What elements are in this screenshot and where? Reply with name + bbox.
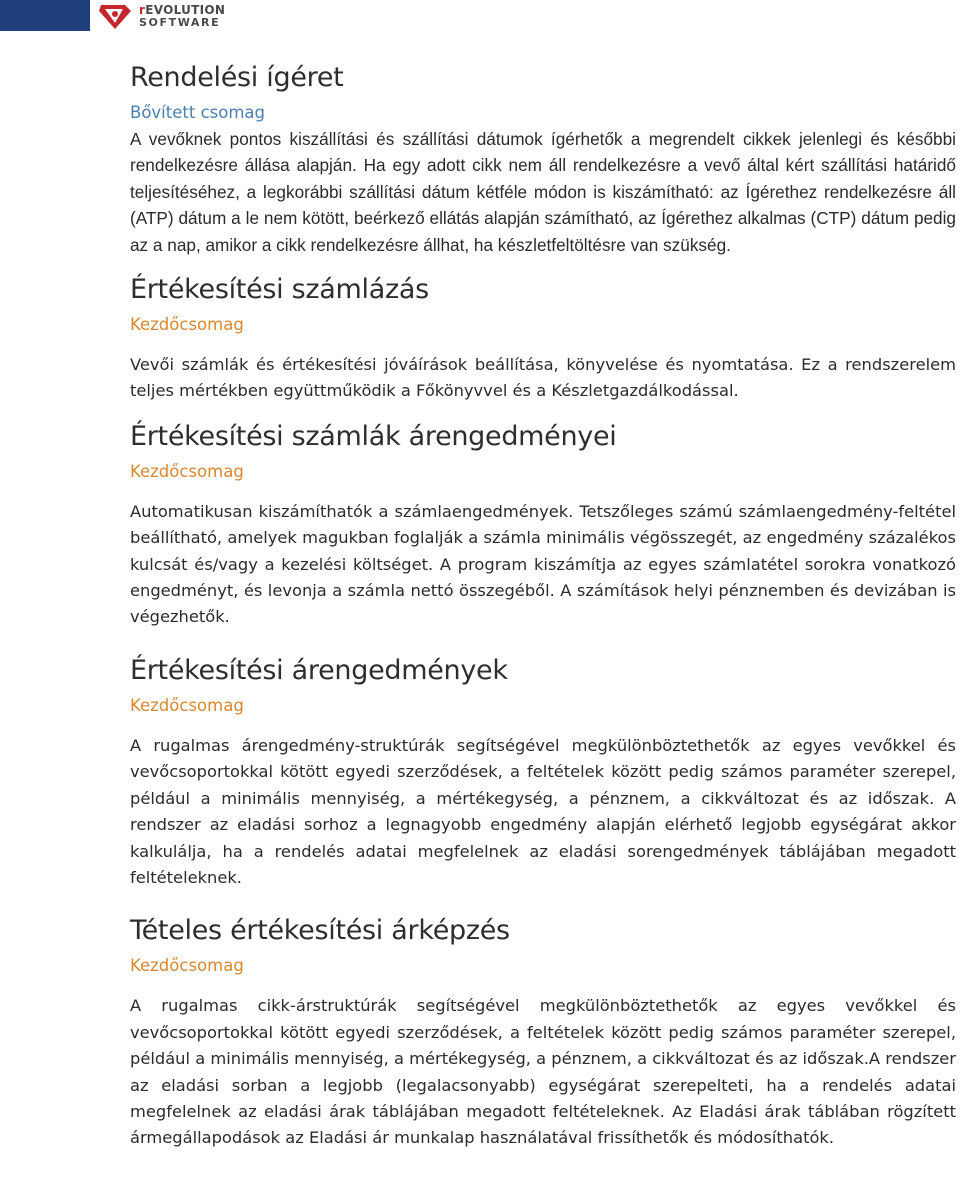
header-color-bar xyxy=(0,0,90,31)
logo-line1 xyxy=(139,4,225,16)
logo-r: r xyxy=(139,3,146,17)
section-text: Vevői számlák és értékesítési jóváírások beállítása, könyvelése és nyomtatása. Ez a rendszerelem teljes mértékben együttműködik a Főkönyvvel és a Készletgazdálkodással. xyxy=(130,355,956,401)
section-title: Értékesítési számlák árengedményei xyxy=(130,420,617,452)
feature-list xyxy=(130,56,956,1152)
logo-line2: SOFTWARE xyxy=(139,16,221,29)
section-text: Automatikusan kiszámíthatók a számlaengedmények. Tetszőleges számú számlaengedmény-feltétel beállítható, amelyek magukban foglalják a számla minimális végösszegét, az engedmény százalékos kulcsát és/vagy a kezelési költséget. A program kiszámítja az egyes számlatétel sorokra vonatkozó engedményt, és levonja a számla nettó összegéből. A számítások helyi pénznemben és devizában is végezhetők. xyxy=(130,501,956,627)
package-label: Kezdőcsomag xyxy=(130,956,244,976)
section-ertekesitesi-arengedmenyek xyxy=(130,649,956,891)
section-text: A rugalmas cikk-árstruktúrák segítségével megkülönböztethetők az egyes vevőkkel és vevőcsoportokkal kötött egyedi szerződések, a feltételek között pedig számos paraméter szerepel, például a minimális mennyiség, a mértékegység, a pénznem, a cikkváltozat és az időszak.A rendszer az eladási sorban a legjobb (legalacsonyabb) egységárat szerepelteti, ha a rendelés adatai megfelelnek az eladási árak táblájában megadott feltételeknek. Az Eladási árak táblában rögzített ármegállapodások az Eladási ár munkalap használatával frissíthetők és módosíthatók. xyxy=(130,996,956,1148)
logo-line1-rest: EVOLUTION xyxy=(145,3,226,17)
section-title: Tételes értékesítési árképzés xyxy=(130,915,510,947)
section-ertekesitesi-szamlazas xyxy=(130,268,956,405)
section-title: Értékesítési árengedmények xyxy=(130,654,508,686)
section-szamla-arengedmenyek xyxy=(130,415,956,631)
package-label: Bővített csomag xyxy=(130,103,265,122)
section-rendelesi-igeret xyxy=(130,56,956,258)
section-text: A vevőknek pontos kiszállítási és szállítási dátumok ígérhetők a megrendelt cikkek jelenlegi és későbbi rendelkezésre állása alapján. Ha egy adott cikk nem áll rendelkezésre a vevő által kért szállítási határidő teljesítéséhez, a legkorábbi szállítási dátum kétféle módon is kiszámítható: az Ígérethez rendelkezésre áll (ATP) dátum a le nem kötött, beérkező ellátás alapján számítható, az Ígérethez alkalmas (CTP) dátum pedig az a nap, amikor a cikk rendelkezésre állhat, ha készletfeltöltésre van szükség. xyxy=(130,129,956,255)
section-title: Rendelési ígéret xyxy=(130,62,344,93)
section-title: Értékesítési számlázás xyxy=(130,274,429,306)
logo-mark-icon xyxy=(95,1,135,31)
logo-wordmark xyxy=(139,4,225,28)
package-label: Kezdőcsomag xyxy=(130,461,244,481)
revolution-software-logo xyxy=(95,0,225,32)
package-label: Kezdőcsomag xyxy=(130,695,244,715)
package-label: Kezdőcsomag xyxy=(130,315,244,335)
section-text: A rugalmas árengedmény-struktúrák segítségével megkülönböztethetők az egyes vevőkkel és vevőcsoportokkal kötött egyedi szerződések, a feltételek között pedig számos paraméter szerepel, például a minimális mennyiség, a mértékegység, a pénznem, a cikkváltozat és az időszak. A rendszer az eladási sorhoz a legnagyobb engedmény alapján elérhető legjobb egységárat akkor kalkulálja, ha a rendelés adatai megfelelnek az eladási sorengedmények táblájában megadott feltételeknek. xyxy=(130,735,956,887)
section-teteles-arkepzes xyxy=(130,909,956,1151)
